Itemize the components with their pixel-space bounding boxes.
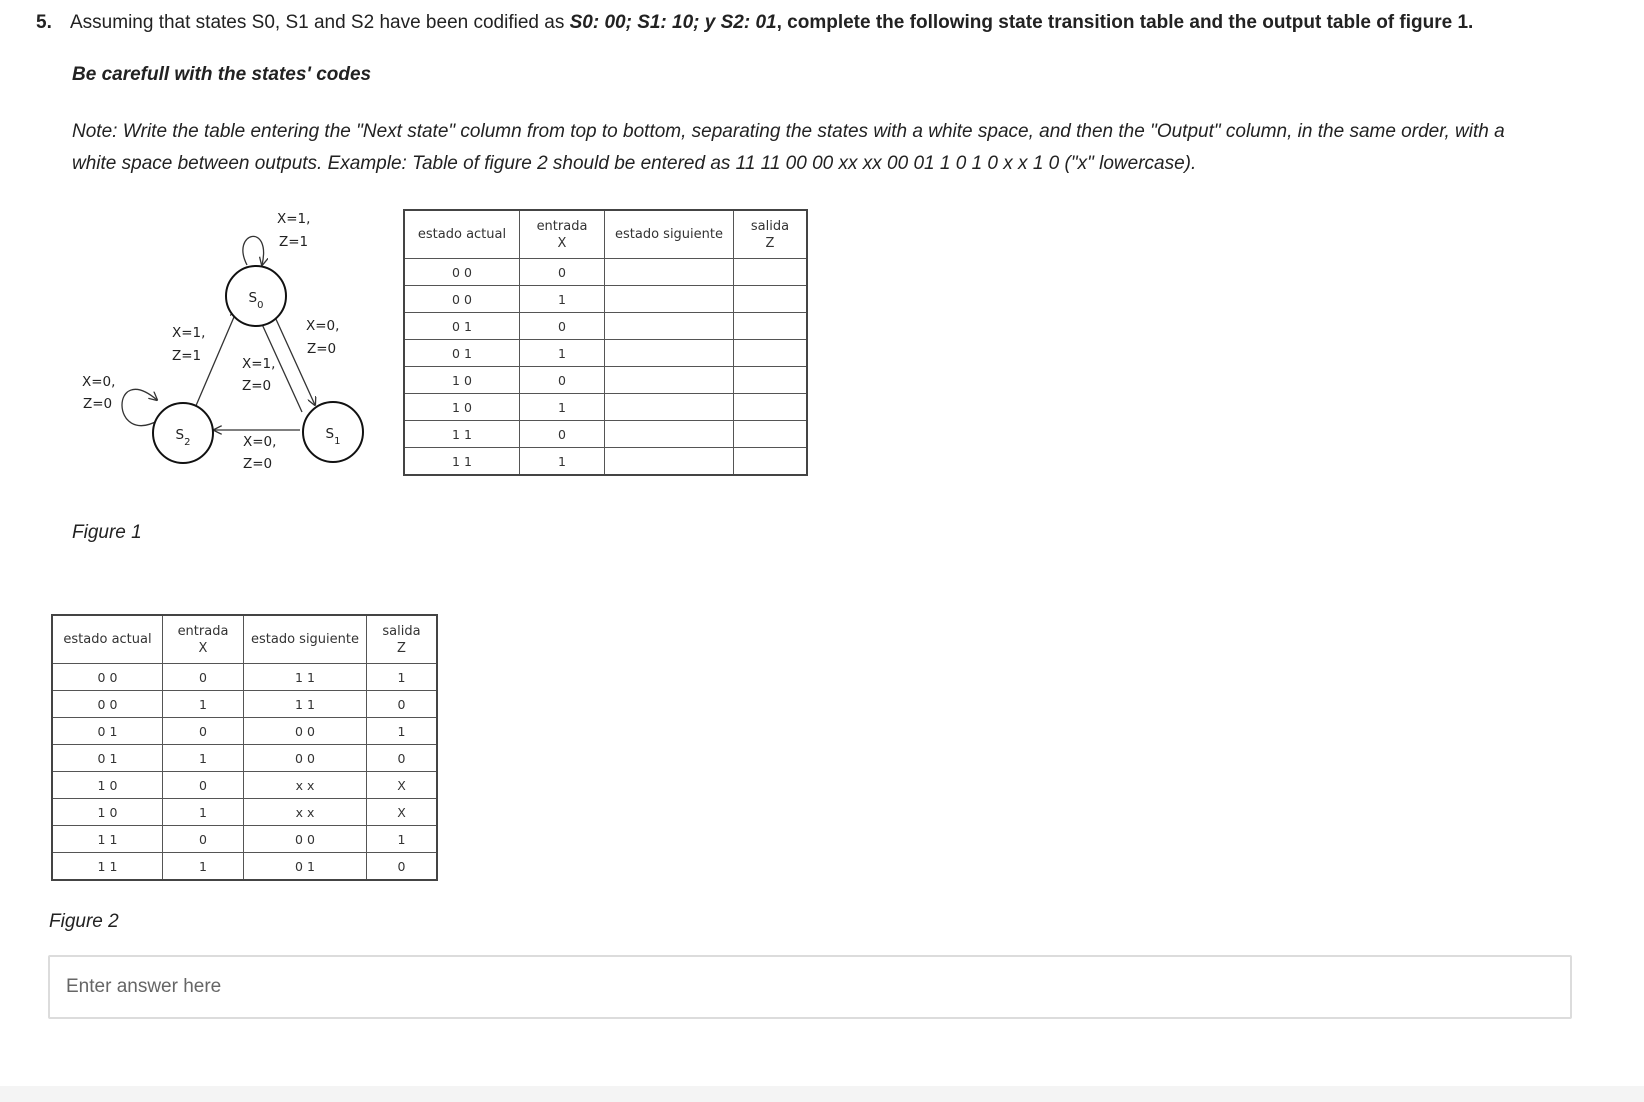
state-diagram (70, 195, 390, 485)
state-codes: S0: 00; S1: 10; y S2: 01 (569, 12, 777, 33)
s0-self-loop (243, 236, 264, 265)
cell-next (605, 286, 734, 313)
figure1-caption: Figure 1 (72, 522, 142, 543)
cell-input: 0 (520, 421, 605, 448)
table-row (404, 259, 807, 286)
s2-s0-label-z: Z=1 (172, 348, 202, 364)
cell-input: 1 (163, 745, 244, 772)
page-bottom-bar (0, 1086, 1644, 1102)
cell-current: 0 1 (404, 340, 520, 367)
cell-input: 0 (163, 826, 244, 853)
cell-current: 1 0 (52, 799, 163, 826)
question-text (70, 12, 1473, 34)
header-output: salida Z (367, 615, 438, 664)
cell-next: 1 1 (244, 664, 367, 691)
question-number: 5. (36, 12, 52, 33)
cell-input: 0 (163, 664, 244, 691)
header-next-state: estado siguiente (244, 615, 367, 664)
cell-input: 1 (520, 286, 605, 313)
table-row (404, 313, 807, 340)
table-row (52, 826, 437, 853)
table-row (52, 772, 437, 799)
table-row (404, 421, 807, 448)
table-row (52, 799, 437, 826)
header-current-state: estado actual (404, 210, 520, 259)
state-s2-label: $S_2$ (175, 427, 191, 448)
header-output: salida Z (734, 210, 808, 259)
header-input: entrada X (163, 615, 244, 664)
figure1-table (403, 209, 808, 476)
cell-current: 1 1 (404, 421, 520, 448)
cell-current: 1 0 (52, 772, 163, 799)
cell-next: x x (244, 772, 367, 799)
s0-loop-label-z: Z=1 (279, 234, 309, 250)
cell-input: 1 (163, 691, 244, 718)
table-row (52, 691, 437, 718)
cell-input: 0 (163, 772, 244, 799)
cell-output (734, 340, 808, 367)
s2-self-loop (122, 389, 159, 425)
table-row (404, 367, 807, 394)
table-row (404, 286, 807, 313)
cell-next: 0 1 (244, 853, 367, 881)
s2-loop-label-z: Z=0 (83, 396, 113, 412)
figure1-table-body (404, 259, 807, 476)
table-row (404, 340, 807, 367)
cell-input: 0 (520, 313, 605, 340)
s1-s0-label-z: Z=0 (242, 378, 272, 394)
question-tail: , complete the following state transition table and the output table of figure 1. (776, 12, 1474, 33)
cell-next: 0 0 (244, 745, 367, 772)
cell-current: 1 0 (404, 394, 520, 421)
note-text: Note: Write the table entering the "Next state" column from top to bottom, separating the states with a white space, and then the "Output" column, in the same order, with a white space between outputs. Example: Table of figure 2 should be entered as 11 11 00 00 xx xx 00 01 1 0 1 0 x x 1 0 ("x" lowercase). (72, 121, 1505, 174)
cell-output (734, 394, 808, 421)
cell-input: 0 (163, 718, 244, 745)
cell-output: 0 (367, 853, 438, 881)
cell-output: 0 (367, 691, 438, 718)
cell-input: 1 (163, 799, 244, 826)
cell-output (734, 313, 808, 340)
state-s1-label: $S_1$ (325, 426, 341, 447)
s0-loop-label-x: X=1, (277, 211, 311, 227)
cell-next (605, 367, 734, 394)
cell-current: 0 1 (52, 718, 163, 745)
header-next-state: estado siguiente (605, 210, 734, 259)
table-row (404, 394, 807, 421)
figure2-table-body (52, 664, 437, 881)
cell-next (605, 259, 734, 286)
warning-text: Be carefull with the states' codes (72, 64, 372, 85)
cell-output: 1 (367, 718, 438, 745)
cell-current: 0 1 (404, 313, 520, 340)
cell-next (605, 340, 734, 367)
cell-output: 0 (367, 745, 438, 772)
state-s0-label: $S_0$ (248, 290, 264, 311)
s0-s1-label-x: X=0, (306, 318, 340, 334)
question-intro: Assuming that states S0, S1 and S2 have been codified as (70, 12, 570, 33)
s1-s0-label-x: X=1, (242, 356, 276, 372)
cell-next: 1 1 (244, 691, 367, 718)
table-row (52, 718, 437, 745)
cell-input: 0 (520, 259, 605, 286)
answer-input[interactable] (48, 955, 1572, 1019)
s1-s2-label-x: X=0, (243, 434, 277, 450)
cell-input: 1 (163, 853, 244, 881)
cell-next (605, 313, 734, 340)
cell-current: 0 0 (404, 259, 520, 286)
s2-loop-label-x: X=0, (82, 374, 116, 390)
table-row (52, 853, 437, 881)
cell-next: x x (244, 799, 367, 826)
table-row (52, 745, 437, 772)
s1-s2-label-z: Z=0 (243, 456, 273, 472)
cell-current: 0 0 (404, 286, 520, 313)
cell-output: X (367, 799, 438, 826)
cell-output (734, 259, 808, 286)
cell-output (734, 421, 808, 448)
cell-output: 1 (367, 826, 438, 853)
cell-output (734, 448, 808, 476)
cell-output (734, 367, 808, 394)
cell-input: 1 (520, 448, 605, 476)
cell-next: 0 0 (244, 826, 367, 853)
cell-next (605, 448, 734, 476)
cell-current: 0 1 (52, 745, 163, 772)
header-input: entrada X (520, 210, 605, 259)
cell-input: 1 (520, 394, 605, 421)
cell-current: 0 0 (52, 664, 163, 691)
cell-current: 1 1 (52, 826, 163, 853)
s2-s0-label-x: X=1, (172, 325, 206, 341)
header-current-state: estado actual (52, 615, 163, 664)
cell-current: 1 1 (52, 853, 163, 881)
cell-output (734, 286, 808, 313)
cell-output: X (367, 772, 438, 799)
table-row (404, 448, 807, 476)
cell-next (605, 394, 734, 421)
cell-input: 0 (520, 367, 605, 394)
cell-current: 1 0 (404, 367, 520, 394)
s0-s1-label-z: Z=0 (307, 341, 337, 357)
table-row (52, 664, 437, 691)
cell-input: 1 (520, 340, 605, 367)
figure2-caption: Figure 2 (49, 911, 119, 932)
cell-output: 1 (367, 664, 438, 691)
cell-current: 1 1 (404, 448, 520, 476)
cell-next: 0 0 (244, 718, 367, 745)
cell-next (605, 421, 734, 448)
cell-current: 0 0 (52, 691, 163, 718)
figure2-table (51, 614, 438, 881)
